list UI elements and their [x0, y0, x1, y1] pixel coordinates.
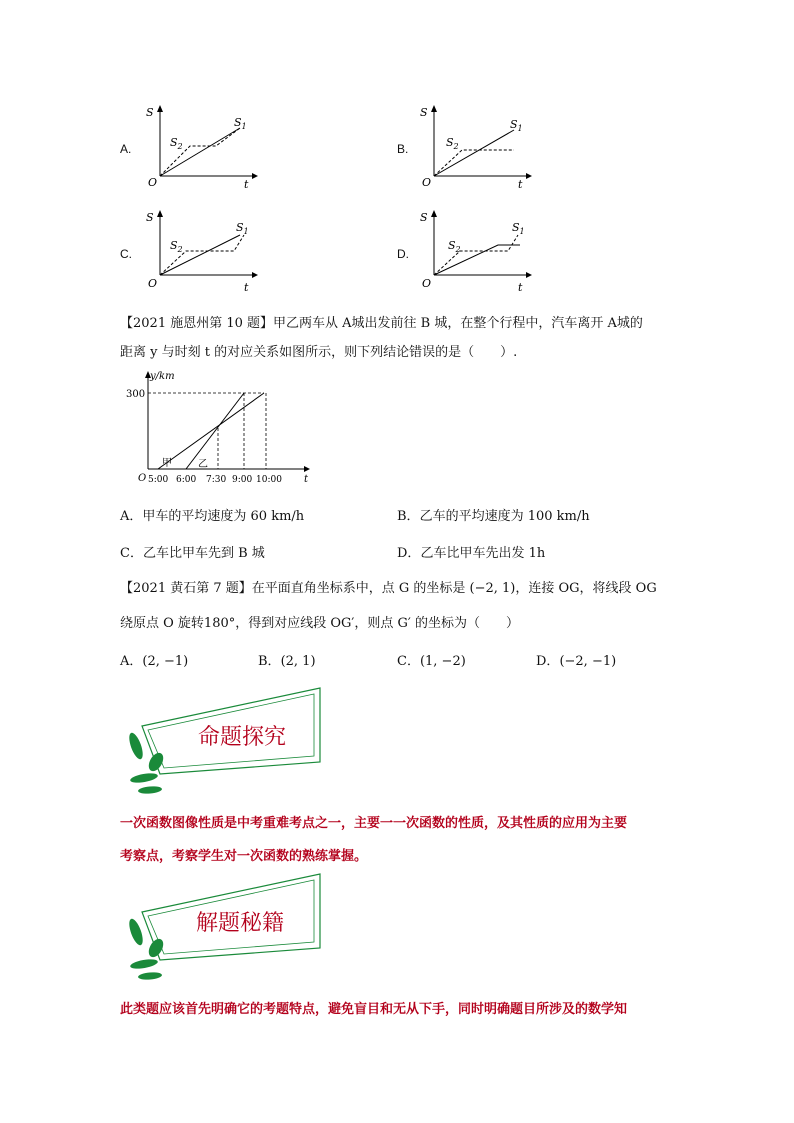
origin-label: O	[138, 473, 147, 484]
x-tick-1000: 10:00	[256, 475, 282, 485]
origin-label: O	[422, 176, 432, 189]
q1-option-a	[120, 505, 304, 524]
option-c-label: C.	[120, 247, 132, 261]
section1-para-line1: 一次函数图像性质是中考重难考点之一，主要一一次函数的性质，及其性质的应用为主要	[120, 816, 628, 831]
q2-stem-line1: 【2021 黄石第 7 题】在平面直角坐标系中，点 G 的坐标是 (−2, 1)，连接 OG，将线段 OG	[120, 581, 657, 596]
option-d-graph	[414, 205, 534, 297]
option-c-graph	[140, 205, 260, 297]
y-axis-label: y/km	[150, 371, 175, 382]
option-letter: A．	[120, 654, 143, 669]
section1-title: 命题探究	[198, 725, 287, 750]
origin-label: O	[148, 277, 158, 290]
x-tick-900: 9:00	[232, 475, 253, 485]
s-axis-label: S	[420, 211, 428, 224]
s2-label: $S_2$	[170, 136, 183, 151]
option-letter: C．	[397, 654, 420, 669]
section1-banner	[120, 686, 330, 798]
origin-label: O	[422, 277, 432, 290]
t-axis-label: t	[244, 178, 249, 191]
s1-label: $S_1$	[510, 118, 523, 133]
option-letter: D．	[536, 654, 560, 669]
x-tick-730: 7:30	[206, 475, 227, 485]
t-axis-label: t	[518, 281, 523, 294]
option-text: 乙车的平均速度为 100 km/h	[419, 509, 590, 524]
section2-banner	[120, 872, 330, 984]
option-letter: D．	[397, 546, 421, 561]
q2-stem-line2: 绕原点 O 旋转180°，得到对应线段 OG′，则点 G′ 的坐标为（ ）	[120, 616, 519, 631]
option-d-label: D.	[397, 247, 409, 261]
s2-label: $S_2$	[170, 239, 183, 254]
t-axis-label: t	[244, 281, 249, 294]
option-a-graph	[140, 100, 260, 192]
option-b-graph	[414, 100, 534, 192]
s1-label: $S_1$	[234, 116, 247, 131]
option-a-label: A.	[120, 142, 132, 156]
q2-option-d	[536, 650, 616, 669]
section2-para-line1: 此类题应该首先明确它的考题特点，避免盲目和无从下手，同时明确题目所涉及的数学知	[120, 1002, 628, 1017]
option-b-label: B.	[397, 142, 409, 156]
q1-stem-line1: 【2021 施恩州第 10 题】甲乙两车从 A城出发前往 B 城，在整个行程中，汽车离开 A城的	[120, 316, 643, 331]
option-letter: B．	[258, 654, 281, 669]
section2-title: 解题秘籍	[196, 911, 285, 936]
option-text: (1, −2)	[419, 654, 466, 669]
x-axis-label: t	[304, 474, 309, 485]
x-tick-500: 5:00	[148, 475, 169, 485]
option-letter: C．	[120, 546, 143, 561]
q1-stem-line2: 距离 y 与时刻 t 的对应关系如图所示，则下列结论错误的是（ ）.	[120, 345, 518, 360]
s1-label: $S_1$	[512, 221, 525, 236]
option-letter: A．	[120, 509, 143, 524]
option-text: (−2, −1)	[559, 654, 617, 669]
label-yi: 乙	[198, 459, 208, 470]
section1-para-line2: 考察点，考察学生对一次函数的熟练掌握。	[120, 849, 368, 864]
s-axis-label: S	[146, 211, 154, 224]
label-jia: 甲	[162, 458, 172, 469]
q2-option-c	[397, 650, 466, 669]
x-tick-600: 6:00	[176, 475, 197, 485]
q1-distance-time-chart	[118, 368, 318, 488]
s2-label: $S_2$	[448, 239, 461, 254]
s-axis-label: S	[146, 106, 154, 119]
option-letter: B．	[397, 509, 420, 524]
option-text: (2, −1)	[142, 654, 189, 669]
s2-label: $S_2$	[446, 136, 459, 151]
option-text: 乙车比甲车先到 B 城	[142, 546, 265, 561]
t-axis-label: t	[518, 178, 523, 191]
option-text: (2, 1)	[280, 654, 316, 669]
origin-label: O	[148, 176, 158, 189]
s1-label: $S_1$	[236, 221, 249, 236]
option-text: 甲车的平均速度为 60 km/h	[142, 509, 305, 524]
q1-option-b	[397, 505, 590, 524]
s-axis-label: S	[420, 106, 428, 119]
q2-option-a	[120, 650, 188, 669]
q1-option-c	[120, 542, 265, 561]
q1-option-d	[397, 542, 545, 561]
q2-option-b	[258, 650, 316, 669]
y-tick-300: 300	[126, 389, 146, 400]
option-text: 乙车比甲车先出发 1h	[420, 546, 546, 561]
